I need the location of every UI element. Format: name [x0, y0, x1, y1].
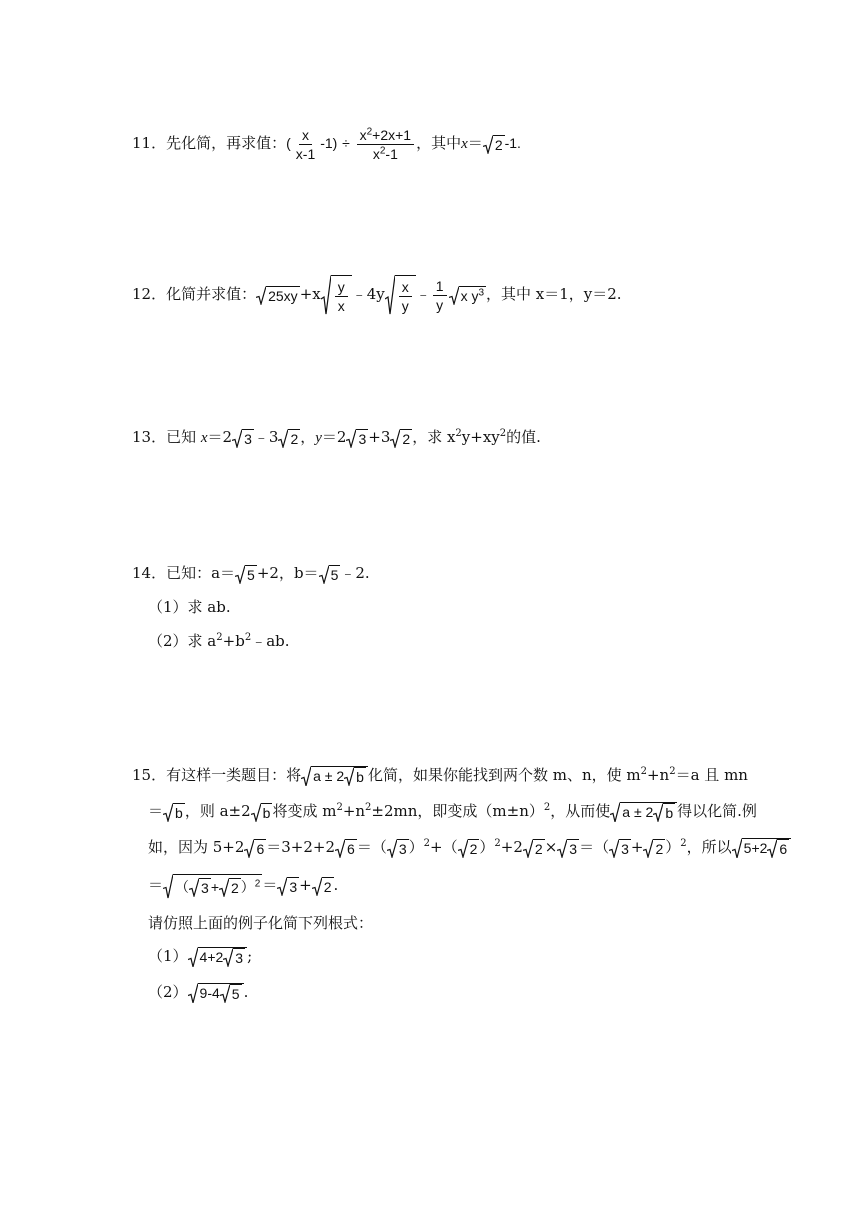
- numerator: [357, 126, 415, 145]
- problem-14-part-2: [148, 631, 290, 651]
- math-text: +: [630, 838, 644, 856]
- radicand: 3: [621, 840, 629, 857]
- radicand: 25xy: [268, 287, 298, 304]
- numerator: y: [335, 278, 348, 297]
- radical: [163, 874, 262, 899]
- radicand: b: [175, 804, 183, 821]
- radical-sign-icon: [335, 839, 345, 858]
- problem-prompt: 先化简，再求值：: [166, 134, 287, 152]
- radicand: 2: [655, 840, 664, 857]
- radical-sign-icon: [256, 286, 266, 305]
- text: ＝2: [321, 428, 347, 446]
- radical-sign-icon: [244, 839, 254, 858]
- exponent: 2: [669, 766, 676, 777]
- radicand: [173, 874, 262, 899]
- math-text: ＝: [262, 876, 278, 894]
- radical-sign-icon: [643, 839, 653, 858]
- math-text: .: [243, 983, 249, 1001]
- radical-sign-icon: [220, 984, 230, 1003]
- radical: [387, 839, 409, 858]
- problem-15-part-1: [148, 946, 252, 967]
- radical: [732, 838, 792, 859]
- text: y+xy: [461, 428, 500, 446]
- fraction: [357, 126, 415, 163]
- denominator: y: [401, 298, 409, 314]
- math-text: x: [372, 145, 380, 162]
- math-text: （2）: [148, 983, 188, 1001]
- math-text: ＝（: [579, 838, 610, 856]
- text: ﹣2.: [340, 564, 370, 582]
- text: +3: [368, 428, 391, 446]
- problem-15-instruction: [148, 913, 373, 933]
- math-text: ）: [479, 838, 495, 856]
- exponent: 2: [499, 428, 507, 439]
- math-text: ）: [240, 878, 255, 895]
- problem-15-line-1: [132, 765, 748, 786]
- text: ＝: [467, 134, 483, 152]
- math-text: .: [333, 876, 339, 894]
- text: 已知: [166, 428, 201, 446]
- radical-sign-icon: [219, 878, 229, 897]
- text: ，: [300, 428, 316, 446]
- problem-number: 14．: [132, 564, 167, 582]
- math-text: ±2mn，即变成（m±n）: [371, 802, 544, 820]
- radical: [301, 766, 368, 787]
- numerator: x: [399, 278, 412, 297]
- exponent: 2: [423, 838, 431, 849]
- radical: [278, 429, 300, 448]
- text: ﹣4y: [351, 285, 385, 303]
- radical: [232, 429, 254, 448]
- radicand: 2: [469, 840, 478, 857]
- variable: x: [461, 136, 468, 152]
- math-text: （2）求 a: [148, 632, 217, 650]
- radical-sign-icon: [483, 135, 493, 154]
- problem-13: [132, 427, 541, 448]
- radicand: b: [262, 804, 271, 821]
- radical: [523, 839, 545, 858]
- problem-14: [132, 563, 370, 584]
- denominator: y: [436, 296, 444, 313]
- radical: [458, 839, 480, 858]
- denominator: [370, 145, 401, 163]
- radicand: 2: [323, 878, 332, 895]
- math-text: +2x+1: [372, 126, 412, 143]
- math-text: a ± 2: [313, 767, 345, 784]
- text: ﹣3: [253, 428, 279, 446]
- problem-15-line-2: [148, 801, 757, 822]
- radical: [767, 839, 789, 858]
- math-text: +b: [222, 632, 245, 650]
- radical-sign-icon: [251, 803, 261, 822]
- problem-number: 12．: [132, 285, 167, 303]
- radical: [385, 275, 416, 315]
- math-text: +: [210, 878, 219, 895]
- math-text: 如，因为 5+2: [148, 838, 245, 856]
- radicand: 5: [247, 566, 255, 583]
- radicand: [620, 802, 677, 823]
- radical-sign-icon: [732, 838, 742, 859]
- math-text: +: [299, 876, 312, 894]
- radical: [609, 839, 631, 858]
- fraction: [335, 278, 348, 315]
- math-text: x: [359, 126, 367, 143]
- radical-sign-icon: [321, 275, 331, 315]
- radical: [321, 275, 352, 315]
- denominator: x-1: [295, 145, 316, 162]
- radicand: 3: [398, 840, 407, 857]
- radical-sign-icon: [458, 839, 468, 858]
- radical: [346, 429, 368, 448]
- radicand: 2: [231, 880, 239, 897]
- radical-sign-icon: [278, 429, 288, 448]
- text: ﹣: [415, 285, 431, 303]
- math-text: ﹣ab.: [251, 632, 290, 650]
- math-text: 化简，如果你能找到两个数 m、n，使 m: [367, 766, 641, 784]
- radical: [344, 767, 366, 786]
- radical: [220, 984, 242, 1003]
- math-text: ＝3+2+2: [266, 838, 336, 856]
- exponent: 2: [640, 766, 647, 777]
- radicand: 3: [244, 430, 252, 447]
- denominator: x: [337, 298, 345, 314]
- radicand: 3: [569, 840, 578, 857]
- radical-sign-icon: [523, 839, 533, 858]
- math-text: （1）求 ab.: [148, 598, 231, 616]
- radical-sign-icon: [557, 839, 567, 858]
- exponent: 2: [254, 877, 261, 889]
- radical-sign-icon: [235, 565, 245, 584]
- math-text: ＝（: [356, 838, 387, 856]
- radicand: [742, 838, 792, 859]
- problem-15-line-4: [148, 872, 338, 899]
- math-text: 有这样一类题目：将: [166, 766, 302, 784]
- text: ，求 x: [412, 428, 456, 446]
- radicand: 3: [235, 950, 244, 967]
- problem-11: [132, 124, 521, 163]
- radical-sign-icon: [609, 839, 619, 858]
- radicand: 2: [402, 430, 411, 447]
- radical: [557, 839, 579, 858]
- radicand: b: [665, 805, 674, 822]
- radical: [335, 839, 357, 858]
- exponent: 2: [244, 632, 252, 643]
- math-text: +n: [646, 766, 670, 784]
- exponent: 2: [216, 632, 223, 643]
- exponent: 2: [366, 125, 373, 137]
- numerator: x: [299, 126, 312, 145]
- radicand: 5: [330, 566, 339, 583]
- variable: x: [200, 430, 208, 446]
- text: 的值.: [506, 428, 541, 446]
- radicand: 3: [289, 878, 298, 895]
- fraction: [433, 277, 447, 314]
- exponent: 2: [336, 802, 343, 813]
- exponent: 3: [478, 286, 485, 298]
- exponent: 2: [543, 802, 551, 813]
- math-text: ）: [665, 838, 681, 856]
- radical-sign-icon: [163, 803, 173, 822]
- radicand: [198, 947, 248, 968]
- exponent: 2: [494, 838, 501, 849]
- variable: y: [315, 430, 322, 446]
- radical-sign-icon: [449, 286, 459, 305]
- radical: [163, 803, 185, 822]
- math-text: ＝: [148, 876, 164, 894]
- exponent: 2: [455, 428, 462, 439]
- radical: [223, 948, 245, 967]
- math-text: ，则 a±2: [184, 802, 251, 820]
- radical: [643, 839, 665, 858]
- problem-number: 13．: [132, 428, 167, 446]
- math-text: ，所以: [686, 838, 732, 856]
- radicand: [395, 275, 416, 315]
- divide-sign: ÷: [342, 135, 350, 151]
- paren: (: [286, 135, 291, 151]
- radical: [256, 286, 300, 305]
- problem-15-line-3: [148, 837, 791, 858]
- exponent: 2: [680, 838, 687, 849]
- radical-sign-icon: [301, 766, 311, 787]
- math-text: +（: [430, 838, 458, 856]
- exponent: 2: [379, 144, 386, 156]
- math-text: 得以化简.例: [677, 802, 757, 820]
- radical: [244, 839, 266, 858]
- math-text: a ± 2: [622, 803, 654, 820]
- radicand: [198, 983, 244, 1004]
- text: ，其中: [416, 134, 462, 152]
- math-text: （1）: [148, 947, 188, 965]
- math-text: -1: [385, 145, 398, 162]
- text: ＝2: [207, 428, 233, 446]
- text: ，其中 x＝1，y＝2.: [486, 285, 622, 303]
- radical-sign-icon: [390, 429, 400, 448]
- radical: [251, 803, 273, 822]
- math-text: ＝: [148, 802, 164, 820]
- radical-sign-icon: [163, 874, 173, 899]
- math-text: ;: [247, 947, 253, 965]
- radicand: b: [356, 769, 364, 786]
- math-text: ）: [408, 838, 424, 856]
- radical-sign-icon: [387, 839, 397, 858]
- math-text: +2: [500, 838, 523, 856]
- text: +x: [299, 285, 321, 303]
- math-text: ＝a 且 mn: [675, 766, 748, 784]
- math-text: ，从而使: [550, 802, 611, 820]
- radical: [277, 877, 299, 896]
- radical-sign-icon: [312, 877, 322, 896]
- math-text: 5+2: [743, 839, 768, 856]
- radical: [189, 878, 211, 897]
- math-text: 4+2: [199, 948, 224, 965]
- radical-sign-icon: [344, 767, 354, 786]
- problem-15-part-2: [148, 982, 248, 1003]
- radicand: 6: [779, 841, 788, 858]
- radical: [188, 983, 244, 1004]
- radical-sign-icon: [223, 948, 233, 967]
- fraction: [293, 126, 318, 163]
- radical: [319, 565, 341, 584]
- radical: [449, 286, 486, 305]
- problem-number: 15．: [132, 766, 167, 784]
- math-text: （: [175, 878, 190, 895]
- radical-sign-icon: [189, 878, 199, 897]
- radicand: 6: [256, 840, 265, 857]
- radicand: [311, 766, 368, 787]
- radical: [483, 135, 505, 154]
- radical-sign-icon: [188, 983, 198, 1004]
- radical: [219, 878, 241, 897]
- radicand: 2: [290, 430, 299, 447]
- numerator: 1: [433, 277, 447, 296]
- radical-sign-icon: [610, 802, 620, 823]
- radical-sign-icon: [653, 803, 663, 822]
- text: -1.: [504, 135, 521, 151]
- radicand: [459, 286, 486, 305]
- radicand: 3: [358, 430, 367, 447]
- math-text: 9-4: [199, 984, 220, 1001]
- problem-12: [132, 275, 622, 315]
- radicand: 5: [231, 986, 240, 1003]
- radical-sign-icon: [277, 877, 287, 896]
- exponent: 2: [365, 802, 372, 813]
- radicand: 2: [494, 136, 503, 153]
- math-text: -1): [320, 135, 338, 151]
- text: +2，b＝: [256, 564, 319, 582]
- text: 已知：a＝: [166, 564, 236, 582]
- fraction: [399, 278, 412, 315]
- math-text: +n: [342, 802, 366, 820]
- problem-14-part-1: [148, 597, 231, 617]
- radical: [390, 429, 412, 448]
- radicand: [331, 275, 352, 315]
- radical-sign-icon: [188, 947, 198, 968]
- math-text: 将变成 m: [272, 802, 337, 820]
- radicand: 6: [347, 840, 355, 857]
- problem-number: 11．: [132, 134, 167, 152]
- radical: [235, 565, 257, 584]
- radicand: 2: [534, 840, 543, 857]
- radicand: 3: [201, 880, 209, 897]
- radical: [653, 803, 675, 822]
- radical-sign-icon: [319, 565, 329, 584]
- radical-sign-icon: [385, 275, 395, 315]
- radical: [188, 947, 248, 968]
- math-text: 请仿照上面的例子化简下列根式：: [148, 914, 374, 932]
- radical-sign-icon: [346, 429, 356, 448]
- radical-sign-icon: [767, 839, 777, 858]
- math-text: x y: [460, 287, 479, 304]
- math-text: ×: [544, 838, 558, 856]
- radical-sign-icon: [232, 429, 242, 448]
- radical: [312, 877, 334, 896]
- problem-prompt: 化简并求值：: [166, 285, 257, 303]
- radical: [610, 802, 677, 823]
